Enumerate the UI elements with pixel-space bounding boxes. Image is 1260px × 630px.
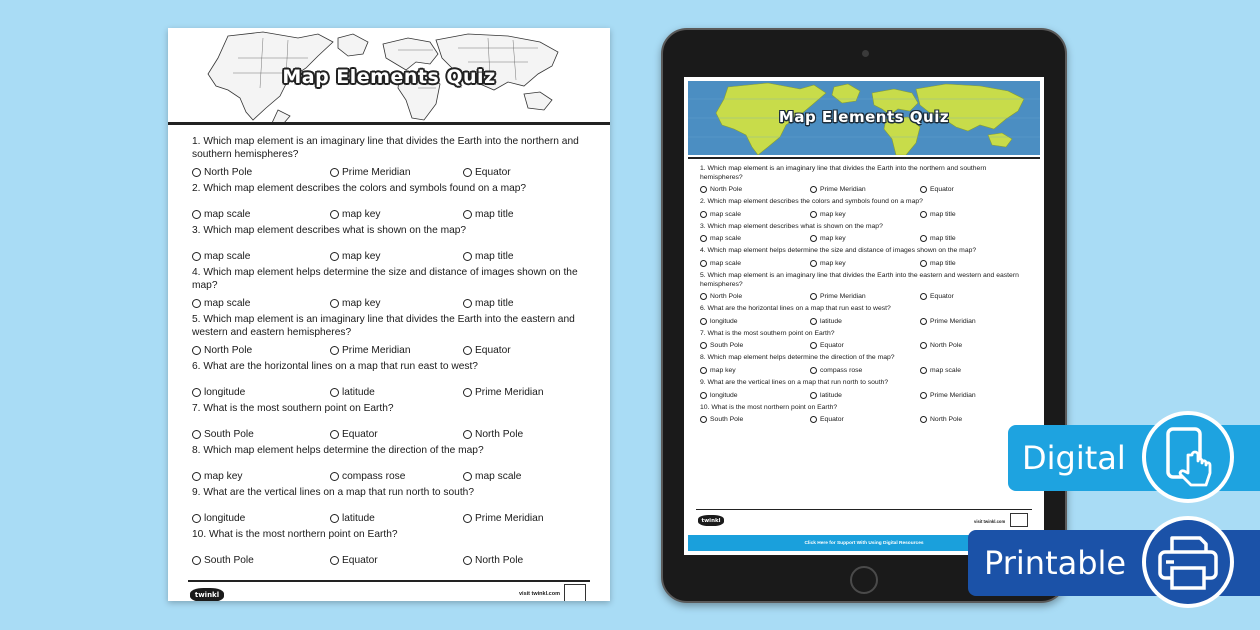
answer-option[interactable] — [330, 167, 463, 178]
radio-button[interactable] — [192, 388, 201, 397]
digital-answer-option[interactable] — [920, 318, 976, 325]
digital-answer-label: latitude — [820, 317, 842, 325]
digital-answer-label: Equator — [820, 342, 844, 350]
digital-answer-label: North Pole — [710, 186, 743, 194]
digital-question-8 — [700, 354, 1030, 376]
printable-label-text: Printable — [984, 544, 1127, 582]
digital-answer-label: Prime Meridian — [930, 317, 976, 325]
digital-answer-options — [700, 340, 1030, 351]
digital-radio-button[interactable] — [810, 392, 817, 399]
answer-options — [192, 510, 592, 526]
digital-answer-options — [700, 233, 1030, 244]
digital-radio-button[interactable] — [810, 211, 817, 218]
answer-option[interactable] — [463, 387, 544, 398]
digital-answer-label: map scale — [710, 235, 741, 243]
digital-question-text: 5. Which map element is an imaginary line that divides the Earth into the eastern and western and eastern hemispheres? — [700, 271, 1019, 288]
digital-radio-button[interactable] — [920, 416, 927, 423]
answer-label: map key — [342, 250, 381, 262]
digital-question-text: 2. Which map element describes the colors and symbols found on a map? — [700, 198, 923, 206]
answer-option[interactable] — [192, 209, 330, 220]
digital-question-7 — [700, 330, 1030, 352]
digital-radio-button[interactable] — [810, 293, 817, 300]
printable-worksheet — [168, 28, 610, 601]
question-text: 1. Which map element is an imaginary line that divides the Earth into the northern and southern hemispheres? — [192, 136, 579, 160]
digital-radio-button[interactable] — [810, 367, 817, 374]
digital-radio-button[interactable] — [700, 235, 707, 242]
digital-answer-option[interactable] — [810, 416, 920, 423]
digital-answer-options — [700, 316, 1030, 327]
digital-answer-option[interactable] — [920, 260, 956, 267]
question-9 — [192, 487, 592, 526]
tablet-touch-icon — [1142, 411, 1234, 503]
question-1 — [192, 136, 592, 180]
digital-answer-option[interactable] — [920, 211, 956, 218]
digital-answer-option[interactable] — [920, 235, 956, 242]
answer-label: map title — [475, 208, 514, 220]
digital-question-list — [700, 165, 1030, 428]
visit-link[interactable]: visit twinkl.com — [519, 591, 560, 597]
digital-banner-divider — [688, 157, 1040, 159]
radio-button[interactable] — [463, 346, 472, 355]
answer-label: Equator — [342, 428, 378, 440]
digital-answer-option[interactable] — [700, 260, 810, 267]
answer-label: North Pole — [475, 554, 524, 566]
tablet-screen — [684, 77, 1044, 555]
answer-option[interactable] — [192, 471, 330, 482]
digital-answer-options — [700, 258, 1030, 269]
answer-options — [192, 468, 592, 484]
question-6 — [192, 361, 592, 400]
digital-answer-option[interactable] — [920, 293, 954, 300]
answer-options — [192, 342, 592, 358]
radio-button[interactable] — [192, 514, 201, 523]
digital-answer-option[interactable] — [700, 392, 810, 399]
answer-option[interactable] — [192, 298, 330, 309]
digital-answer-option[interactable] — [810, 318, 920, 325]
radio-button[interactable] — [330, 252, 339, 261]
radio-button[interactable] — [192, 556, 201, 565]
answer-label: North Pole — [204, 166, 253, 178]
digital-answer-option[interactable] — [810, 342, 920, 349]
answer-option[interactable] — [330, 209, 463, 220]
answer-option[interactable] — [463, 209, 514, 220]
digital-question-6 — [700, 305, 1030, 327]
answer-label: latitude — [342, 512, 375, 524]
question-3 — [192, 225, 592, 264]
digital-radio-button[interactable] — [920, 318, 927, 325]
radio-button[interactable] — [330, 430, 339, 439]
question-text: 10. What is the most northern point on Earth? — [192, 529, 398, 540]
answer-label: Equator — [342, 554, 378, 566]
radio-button[interactable] — [463, 556, 472, 565]
radio-button[interactable] — [192, 346, 201, 355]
digital-question-2 — [700, 198, 1030, 220]
radio-button[interactable] — [330, 210, 339, 219]
digital-radio-button[interactable] — [920, 293, 927, 300]
answer-label: longitude — [204, 512, 246, 524]
answer-option[interactable] — [463, 513, 544, 524]
question-text: 5. Which map element is an imaginary line that divides the Earth into the eastern and western and eastern hemispheres? — [192, 314, 575, 338]
digital-answer-label: longitude — [710, 317, 738, 325]
radio-button[interactable] — [330, 299, 339, 308]
radio-button[interactable] — [192, 252, 201, 261]
question-4 — [192, 267, 592, 311]
digital-radio-button[interactable] — [920, 367, 927, 374]
answer-label: map key — [204, 470, 243, 482]
digital-answer-option[interactable] — [810, 293, 920, 300]
digital-question-10 — [700, 404, 1030, 426]
radio-button[interactable] — [192, 430, 201, 439]
digital-footer-divider — [696, 509, 1032, 510]
radio-button[interactable] — [192, 472, 201, 481]
digital-answer-label: Equator — [930, 293, 954, 301]
digital-question-text: 6. What are the horizontal lines on a map that run east to west? — [700, 305, 891, 313]
digital-radio-button[interactable] — [700, 392, 707, 399]
answer-label: map key — [342, 297, 381, 309]
answer-option[interactable] — [192, 429, 330, 440]
digital-answer-option[interactable] — [700, 293, 810, 300]
digital-twinkl-logo: twinkl — [698, 515, 724, 526]
radio-button[interactable] — [463, 388, 472, 397]
digital-visit-link[interactable]: visit twinkl.com — [974, 519, 1006, 524]
question-list — [192, 136, 592, 571]
answer-label: South Pole — [204, 554, 254, 566]
digital-banner-map — [688, 81, 1040, 155]
answer-option[interactable] — [330, 471, 463, 482]
answer-label: latitude — [342, 386, 375, 398]
answer-label: Prime Meridian — [475, 386, 544, 398]
digital-answer-option[interactable] — [700, 342, 810, 349]
answer-option[interactable] — [192, 513, 330, 524]
digital-answer-options — [700, 390, 1030, 401]
digital-answer-option[interactable] — [810, 211, 920, 218]
digital-radio-button[interactable] — [920, 186, 927, 193]
answer-option[interactable] — [330, 513, 463, 524]
radio-button[interactable] — [330, 346, 339, 355]
answer-option[interactable] — [330, 345, 463, 356]
digital-answer-option[interactable] — [920, 186, 954, 193]
answer-option[interactable] — [463, 555, 523, 566]
digital-answer-option[interactable] — [700, 235, 810, 242]
question-text: 7. What is the most southern point on Earth? — [192, 403, 394, 414]
radio-button[interactable] — [330, 556, 339, 565]
digital-question-text: 7. What is the most southern point on Earth? — [700, 329, 835, 337]
printer-icon — [1142, 516, 1234, 608]
digital-answer-option[interactable] — [920, 392, 976, 399]
answer-label: map title — [475, 297, 514, 309]
answer-option[interactable] — [192, 555, 330, 566]
answer-option[interactable] — [330, 429, 463, 440]
answer-label: Prime Meridian — [475, 512, 544, 524]
digital-answer-label: longitude — [710, 391, 738, 399]
digital-answer-option[interactable] — [920, 416, 962, 423]
question-2 — [192, 183, 592, 222]
digital-radio-button[interactable] — [700, 211, 707, 218]
digital-answer-label: North Pole — [930, 416, 963, 424]
digital-radio-button[interactable] — [810, 342, 817, 349]
digital-radio-button[interactable] — [810, 186, 817, 193]
digital-question-text: 3. Which map element describes what is shown on the map? — [700, 222, 883, 230]
digital-question-3 — [700, 223, 1030, 245]
answer-label: Prime Meridian — [342, 166, 411, 178]
digital-answer-options — [700, 184, 1030, 195]
digital-answer-options — [700, 414, 1030, 425]
radio-button[interactable] — [330, 388, 339, 397]
answer-option[interactable] — [463, 298, 514, 309]
digital-radio-button[interactable] — [700, 260, 707, 267]
radio-button[interactable] — [330, 168, 339, 177]
answer-label: map title — [475, 250, 514, 262]
answer-option[interactable] — [463, 471, 521, 482]
question-10 — [192, 529, 592, 568]
answer-options — [192, 206, 592, 222]
answer-option[interactable] — [463, 345, 511, 356]
page-title: Map Elements Quiz — [282, 66, 496, 88]
digital-radio-button[interactable] — [810, 416, 817, 423]
answer-options — [192, 384, 592, 400]
answer-label: Prime Meridian — [342, 344, 411, 356]
answer-option[interactable] — [463, 429, 523, 440]
answer-label: Equator — [475, 166, 511, 178]
radio-button[interactable] — [330, 472, 339, 481]
digital-answer-label: Prime Meridian — [930, 391, 976, 399]
digital-question-text: 1. Which map element is an imaginary line that divides the Earth into the northern and southern hemispheres? — [700, 165, 987, 181]
digital-answer-option[interactable] — [810, 392, 920, 399]
digital-answer-label: map key — [820, 259, 846, 267]
answer-option[interactable] — [192, 251, 330, 262]
answer-label: map scale — [475, 470, 522, 482]
digital-answer-label: map scale — [930, 366, 961, 374]
digital-page-title: Map Elements Quiz — [778, 108, 950, 126]
question-text: 9. What are the vertical lines on a map that run north to south? — [192, 487, 475, 498]
digital-answer-label: Prime Meridian — [820, 293, 866, 301]
answer-option[interactable] — [192, 387, 330, 398]
answer-label: map scale — [204, 208, 251, 220]
digital-question-5 — [700, 272, 1030, 302]
digital-radio-button[interactable] — [920, 392, 927, 399]
digital-answer-option[interactable] — [810, 367, 920, 374]
digital-answer-label: compass rose — [820, 366, 863, 374]
digital-answer-label: South Pole — [710, 416, 744, 424]
tablet-device — [661, 28, 1067, 603]
radio-button[interactable] — [192, 210, 201, 219]
question-8 — [192, 445, 592, 484]
digital-quality-badge-icon — [1010, 513, 1028, 527]
radio-button[interactable] — [463, 430, 472, 439]
digital-answer-label: map key — [820, 210, 846, 218]
question-text: 4. Which map element helps determine the size and distance of images shown on the map? — [192, 267, 578, 291]
digital-answer-label: North Pole — [930, 342, 963, 350]
digital-answer-options — [700, 291, 1030, 302]
answer-option[interactable] — [330, 298, 463, 309]
digital-answer-label: map scale — [710, 210, 741, 218]
digital-radio-button[interactable] — [700, 293, 707, 300]
digital-radio-button[interactable] — [700, 416, 707, 423]
worksheet-banner-map — [168, 28, 610, 123]
digital-answer-label: North Pole — [710, 293, 743, 301]
digital-question-text: 4. Which map element helps determine the size and distance of images shown on the map? — [700, 247, 977, 255]
digital-answer-label: map title — [930, 210, 956, 218]
digital-radio-button[interactable] — [810, 260, 817, 267]
digital-answer-option[interactable] — [810, 186, 920, 193]
answer-label: Equator — [475, 344, 511, 356]
radio-button[interactable] — [463, 299, 472, 308]
answer-label: North Pole — [204, 344, 253, 356]
digital-label-text: Digital — [1022, 439, 1126, 477]
support-link-button[interactable]: Click Here for Support With Using Digital Resources — [688, 535, 1040, 551]
digital-answer-label: Prime Meridian — [820, 186, 866, 194]
question-text: 2. Which map element describes the colors and symbols found on a map? — [192, 183, 527, 194]
answer-label: compass rose — [342, 470, 406, 482]
answer-options — [192, 248, 592, 264]
digital-answer-option[interactable] — [810, 260, 920, 267]
digital-answer-option[interactable] — [810, 235, 920, 242]
digital-answer-label: South Pole — [710, 342, 744, 350]
radio-button[interactable] — [463, 472, 472, 481]
digital-answer-option[interactable] — [700, 211, 810, 218]
digital-answer-options — [700, 209, 1030, 220]
answer-options — [192, 426, 592, 442]
question-text: 3. Which map element describes what is shown on the map? — [192, 225, 467, 236]
answer-label: North Pole — [475, 428, 524, 440]
digital-answer-options — [700, 365, 1030, 376]
digital-answer-label: map key — [710, 366, 736, 374]
digital-answer-option[interactable] — [700, 367, 810, 374]
digital-radio-button[interactable] — [810, 235, 817, 242]
digital-answer-option[interactable] — [700, 416, 810, 423]
digital-question-text: 8. Which map element helps determine the direction of the map? — [700, 354, 895, 362]
answer-label: map key — [342, 208, 381, 220]
answer-options — [192, 295, 592, 311]
answer-option[interactable] — [330, 387, 463, 398]
answer-option[interactable] — [330, 251, 463, 262]
digital-answer-label: map key — [820, 235, 846, 243]
answer-label: South Pole — [204, 428, 254, 440]
quality-badge-icon — [564, 584, 586, 601]
radio-button[interactable] — [192, 299, 201, 308]
digital-radio-button[interactable] — [700, 186, 707, 193]
digital-answer-label: map scale — [710, 259, 741, 267]
radio-button[interactable] — [463, 210, 472, 219]
digital-radio-button[interactable] — [700, 367, 707, 374]
answer-label: map scale — [204, 297, 251, 309]
answer-option[interactable] — [463, 167, 511, 178]
digital-radio-button[interactable] — [700, 342, 707, 349]
digital-answer-option[interactable] — [700, 186, 810, 193]
digital-answer-label: Equator — [930, 186, 954, 194]
digital-radio-button[interactable] — [810, 318, 817, 325]
digital-question-4 — [700, 247, 1030, 269]
radio-button[interactable] — [463, 514, 472, 523]
radio-button[interactable] — [463, 252, 472, 261]
digital-answer-option[interactable] — [920, 342, 962, 349]
answer-option[interactable] — [463, 251, 514, 262]
digital-radio-button[interactable] — [700, 318, 707, 325]
answer-option[interactable] — [192, 167, 330, 178]
answer-label: map scale — [204, 250, 251, 262]
question-7 — [192, 403, 592, 442]
digital-answer-label: latitude — [820, 391, 842, 399]
digital-radio-button[interactable] — [920, 342, 927, 349]
digital-radio-button[interactable] — [920, 260, 927, 267]
question-text: 8. Which map element helps determine the direction of the map? — [192, 445, 484, 456]
digital-question-1 — [700, 165, 1030, 195]
radio-button[interactable] — [192, 168, 201, 177]
digital-answer-label: map title — [930, 259, 956, 267]
digital-answer-option[interactable] — [920, 367, 961, 374]
digital-question-text: 9. What are the vertical lines on a map that run north to south? — [700, 378, 889, 386]
answer-label: longitude — [204, 386, 246, 398]
digital-question-9 — [700, 379, 1030, 401]
answer-option[interactable] — [192, 345, 330, 356]
digital-answer-label: Equator — [820, 416, 844, 424]
answer-option[interactable] — [330, 555, 463, 566]
home-button[interactable] — [850, 566, 878, 594]
banner-divider — [168, 122, 610, 125]
radio-button[interactable] — [330, 514, 339, 523]
question-5 — [192, 314, 592, 358]
question-text: 6. What are the horizontal lines on a map that run east to west? — [192, 361, 478, 372]
radio-button[interactable] — [463, 168, 472, 177]
footer-divider — [188, 580, 590, 582]
answer-options — [192, 552, 592, 568]
twinkl-logo: twinkl — [190, 588, 224, 601]
digital-radio-button[interactable] — [920, 235, 927, 242]
camera-icon — [862, 50, 869, 57]
digital-answer-option[interactable] — [700, 318, 810, 325]
digital-question-text: 10. What is the most northern point on Earth? — [700, 403, 838, 411]
digital-radio-button[interactable] — [920, 211, 927, 218]
answer-options — [192, 164, 592, 180]
digital-answer-label: map title — [930, 235, 956, 243]
